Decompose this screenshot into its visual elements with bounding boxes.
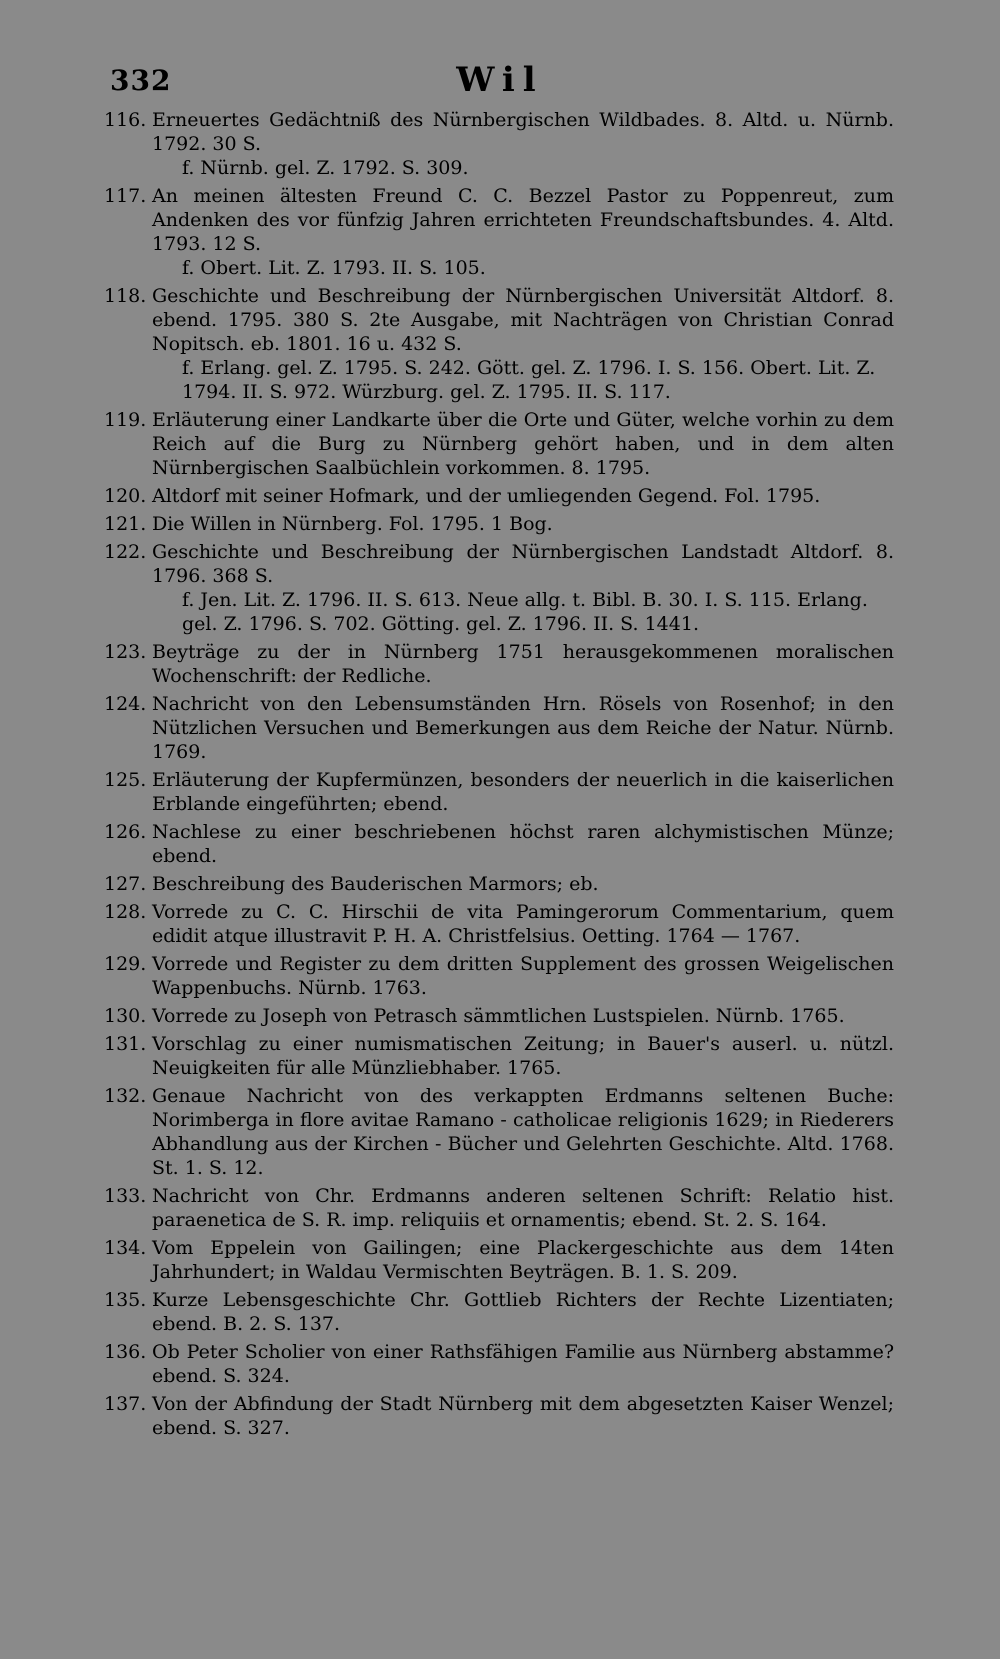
entry-review-reference: f. Erlang. gel. Z. 1795. S. 242. Gött. gel. Z. 1796. I. S. 156. Obert. Lit. Z. 1794. II. S. 972. Würzburg. gel. Z. 1795. II. S. 117. [182, 357, 876, 403]
entry-number: 136. [104, 1341, 147, 1363]
entry-number: 120. [104, 485, 147, 507]
entry-text: Erläuterung einer Landkarte über die Orte und Güter, welche vorhin zu dem Reich auf die Burg zu Nürnberg gehört haben, und in dem alten Nürnbergischen Saalbüchlein vorkommen. 8. 1795. [152, 409, 894, 479]
entry-number: 132. [104, 1085, 147, 1107]
entry-text: Vorrede zu Joseph von Petrasch sämmtlichen Lustspielen. Nürnb. 1765. [152, 1005, 845, 1027]
bibliography-entry [104, 484, 894, 508]
entry-text: Geschichte und Beschreibung der Nürnbergischen Landstadt Altdorf. 8. 1796. 368 S. [152, 541, 894, 587]
entry-number: 130. [104, 1005, 147, 1027]
entry-text: Vorschlag zu einer numismatischen Zeitung; in Bauer's auserl. u. nützl. Neuigkeiten für alle Münzliebhaber. 1765. [152, 1033, 894, 1079]
bibliography-entry [104, 284, 894, 404]
entry-number: 123. [104, 641, 147, 663]
bibliography-entry [104, 640, 894, 688]
entry-number: 118. [104, 285, 147, 307]
bibliography-entry [104, 1184, 894, 1232]
entry-text: Kurze Lebensgeschichte Chr. Gottlieb Richters der Rechte Lizentiaten; ebend. B. 2. S. 137. [152, 1289, 894, 1335]
entry-review-reference: f. Obert. Lit. Z. 1793. II. S. 105. [182, 257, 486, 279]
bibliography-entry [104, 1392, 894, 1440]
bibliography-entry [104, 408, 894, 480]
entry-number: 124. [104, 693, 147, 715]
entry-text: Ob Peter Scholier von einer Rathsfähigen Familie aus Nürnberg abstamme? ebend. S. 324. [152, 1341, 894, 1387]
entry-number: 121. [104, 513, 147, 535]
entry-number: 116. [104, 109, 147, 131]
bibliography-entry [104, 1340, 894, 1388]
entry-number: 133. [104, 1185, 147, 1207]
entry-text: Geschichte und Beschreibung der Nürnbergischen Universität Altdorf. 8. ebend. 1795. 380 S. 2te Ausgabe, mit Nachträgen von Christian Conrad Nopitsch. eb. 1801. 16 u. 432 S. [152, 285, 894, 355]
entry-number: 134. [104, 1237, 147, 1259]
bibliography-entry [104, 1032, 894, 1080]
bibliography-entry [104, 872, 894, 896]
entry-text: Altdorf mit seiner Hofmark, und der umliegenden Gegend. Fol. 1795. [152, 485, 821, 507]
entry-number: 117. [104, 185, 147, 207]
bibliography-entry [104, 540, 894, 636]
entry-text: Vorrede zu C. C. Hirschii de vita Pamingerorum Commentarium, quem edidit atque illustravit P. H. A. Christfelsius. Oetting. 1764 — 1767. [152, 901, 894, 947]
entry-text: Vorrede und Register zu dem dritten Supplement des grossen Weigelischen Wappenbuchs. Nürnb. 1763. [152, 953, 894, 999]
entry-number: 135. [104, 1289, 147, 1311]
running-title: Wil [456, 60, 544, 100]
entry-text: Von der Abfindung der Stadt Nürnberg mit dem abgesetzten Kaiser Wenzel; ebend. S. 327. [152, 1393, 894, 1439]
entry-number: 126. [104, 821, 147, 843]
bibliography-list [104, 108, 894, 1444]
entry-text: Nachricht von Chr. Erdmanns anderen seltenen Schrift: Relatio hist. paraenetica de S. R. imp. reliquiis et ornamentis; ebend. St. 2. S. 164. [152, 1185, 894, 1231]
entry-number: 137. [104, 1393, 147, 1415]
bibliography-entry [104, 512, 894, 536]
bibliography-entry [104, 820, 894, 868]
entry-text: Erneuertes Gedächtniß des Nürnbergischen Wildbades. 8. Altd. u. Nürnb. 1792. 30 S. [152, 109, 894, 155]
bibliography-entry [104, 900, 894, 948]
page-header [110, 60, 890, 104]
entry-text: Erläuterung der Kupfermünzen, besonders der neuerlich in die kaiserlichen Erblande eingeführten; ebend. [152, 769, 894, 815]
bibliography-entry [104, 184, 894, 280]
entry-number: 122. [104, 541, 147, 563]
entry-text: Nachricht von den Lebensumständen Hrn. Rösels von Rosenhof; in den Nützlichen Versuchen und Bemerkungen aus dem Reiche der Natur. Nürnb. 1769. [152, 693, 894, 763]
bibliography-entry [104, 1004, 894, 1028]
bibliography-entry [104, 692, 894, 764]
bibliography-entry [104, 1084, 894, 1180]
page-number: 332 [110, 64, 172, 97]
bibliography-entry [104, 1288, 894, 1336]
entry-number: 131. [104, 1033, 147, 1055]
entry-text: Nachlese zu einer beschriebenen höchst raren alchymistischen Münze; ebend. [152, 821, 894, 867]
entry-number: 125. [104, 769, 147, 791]
entry-text: Beyträge zu der in Nürnberg 1751 herausgekommenen moralischen Wochenschrift: der Redliche. [152, 641, 894, 687]
entry-review-reference: f. Jen. Lit. Z. 1796. II. S. 613. Neue allg. t. Bibl. B. 30. I. S. 115. Erlang. gel. Z. 1796. S. 702. Götting. gel. Z. 1796. II. S. 1441. [182, 589, 868, 635]
bibliography-entry [104, 952, 894, 1000]
entry-text: Die Willen in Nürnberg. Fol. 1795. 1 Bog. [152, 513, 553, 535]
entry-text: Genaue Nachricht von des verkappten Erdmanns seltenen Buche: Norimberga in flore avitae Ramano - catholicae religionis 1629; in Riederers Abhandlung aus der Kirchen - Bücher und Gelehrten Geschichte. Altd. 1768. St. 1. S. 12. [152, 1085, 894, 1179]
bibliography-entry [104, 1236, 894, 1284]
entry-text: An meinen ältesten Freund C. C. Bezzel Pastor zu Poppenreut, zum Andenken des vor fünfzig Jahren errichteten Freundschaftsbundes. 4. Altd. 1793. 12 S. [152, 185, 894, 255]
bibliography-entry [104, 108, 894, 180]
entry-text: Beschreibung des Bauderischen Marmors; eb. [152, 873, 599, 895]
entry-review-reference: f. Nürnb. gel. Z. 1792. S. 309. [182, 157, 469, 179]
entry-number: 129. [104, 953, 147, 975]
bibliography-entry [104, 768, 894, 816]
entry-number: 119. [104, 409, 147, 431]
entry-number: 127. [104, 873, 147, 895]
entry-number: 128. [104, 901, 147, 923]
entry-text: Vom Eppelein von Gailingen; eine Plackergeschichte aus dem 14ten Jahrhundert; in Waldau Vermischten Beyträgen. B. 1. S. 209. [152, 1237, 894, 1283]
